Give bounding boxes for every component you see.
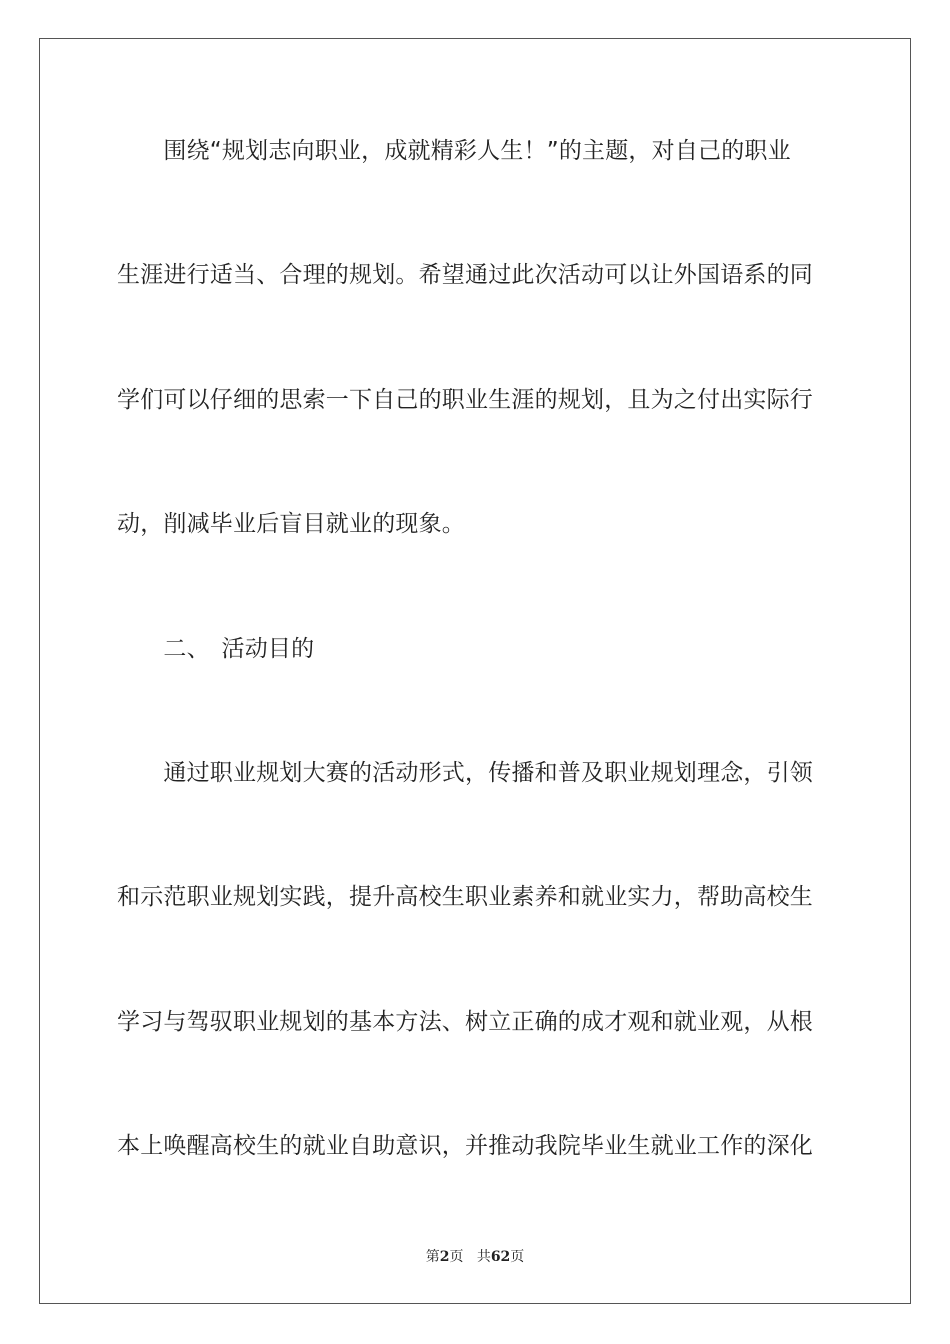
paragraph-line: 动，削减毕业后盲目就业的现象。 (117, 511, 465, 537)
paragraph-line: 围绕“规划志向职业，成就精彩人生！”的主题，对自己的职业 (117, 138, 791, 164)
total-prefix: 共 (476, 1249, 491, 1265)
page-footer (0, 1248, 950, 1266)
page-number: 2 (439, 1249, 450, 1265)
total-pages: 62 (490, 1249, 511, 1265)
page-suffix: 页 (449, 1249, 464, 1265)
page-border (39, 38, 911, 1304)
paragraph-line: 和示范职业规划实践，提升高校生职业素养和就业实力，帮助高校生 (117, 884, 813, 910)
paragraph-line: 学们可以仔细的思索一下自己的职业生涯的规划，且为之付出实际行 (117, 387, 813, 413)
page-prefix: 第 (425, 1249, 440, 1265)
paragraph-line: 通过职业规划大赛的活动形式，传播和普及职业规划理念，引领 (117, 760, 813, 786)
paragraph-line: 生涯进行适当、合理的规划。希望通过此次活动可以让外国语系的同 (117, 262, 813, 288)
paragraph-line: 本上唤醒高校生的就业自助意识，并推动我院毕业生就业工作的深化 (117, 1133, 813, 1159)
paragraph-line: 学习与驾驭职业规划的基本方法、树立正确的成才观和就业观，从根 (117, 1009, 813, 1035)
section-heading: 二、 活动目的 (117, 636, 315, 662)
total-suffix: 页 (510, 1249, 525, 1265)
